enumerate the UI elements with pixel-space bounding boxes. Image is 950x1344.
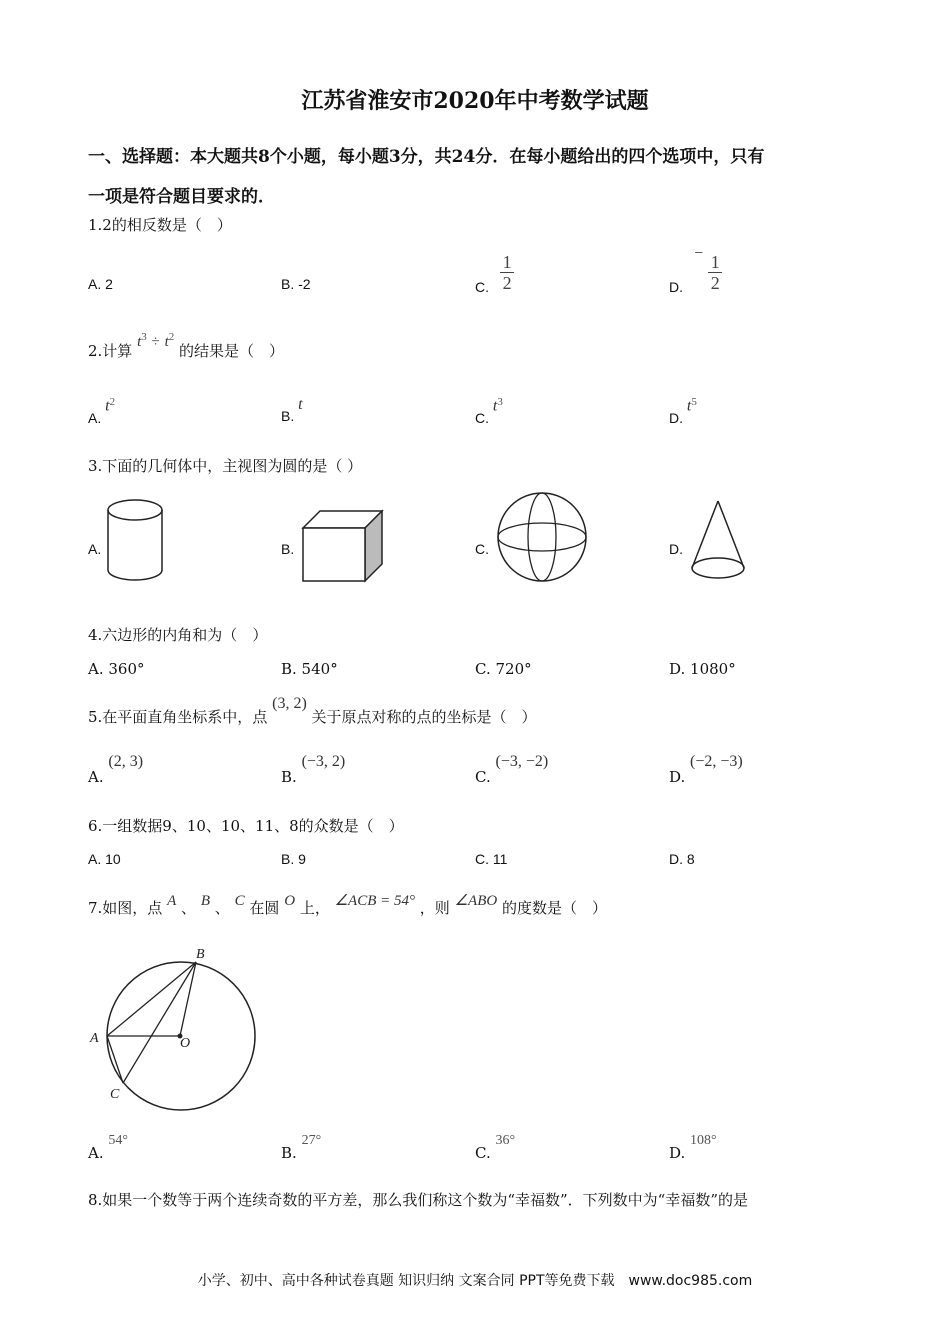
- q6-option-b: B. 9: [281, 851, 306, 867]
- q1-stem: 1.2的相反数是（ ）: [88, 216, 232, 234]
- q7-c-value: 36°: [495, 1133, 516, 1148]
- q1-d-numerator: 1: [710, 252, 720, 272]
- q7-sep1: 、: [181, 899, 197, 917]
- q2-a-exp: 2: [109, 396, 116, 408]
- section-header-line2: 一项是符合题目要求的．: [88, 187, 275, 207]
- q3-stem: 3.下面的几何体中，主视图为圆的是（ ）: [88, 457, 363, 475]
- q6-option-a: A. 10: [88, 851, 121, 867]
- q5-c-value: (−3, −2): [495, 753, 549, 770]
- q2-expr-exp1: 3: [141, 331, 147, 343]
- label-a: A: [90, 1031, 99, 1046]
- q2-stem: [88, 331, 285, 361]
- q7-point-c: C: [234, 893, 245, 909]
- q1-d-sign: −: [694, 245, 704, 262]
- q7-option-a: [88, 1130, 128, 1162]
- q7-stem: [88, 893, 607, 918]
- q7-stem-prefix: 7.如图，点: [88, 899, 163, 917]
- q7-b-label: B.: [281, 1144, 297, 1162]
- q7-angle-acb: ∠ACB = 54°: [334, 893, 416, 909]
- sphere-figure: [494, 490, 590, 584]
- q5-option-a: [88, 752, 144, 786]
- q2-option-a: [88, 396, 116, 426]
- circle-figure: [86, 940, 266, 1120]
- q5-a-label: A.: [88, 768, 104, 786]
- q7-point-b: B: [200, 893, 211, 909]
- q7-a-label: A.: [88, 1144, 104, 1162]
- segment-ac: [107, 1036, 123, 1083]
- q5-option-d: [669, 752, 743, 786]
- q5-option-c: [475, 752, 549, 786]
- cylinder-figure: [105, 498, 169, 584]
- q1-option-c-label: C.: [475, 279, 489, 295]
- q1-c-denominator: 2: [502, 273, 512, 293]
- q2-expr-op: ÷: [151, 334, 160, 350]
- q2-option-d: [669, 396, 697, 426]
- q4-stem: 4.六边形的内角和为（ ）: [88, 626, 268, 644]
- label-o: O: [180, 1036, 191, 1051]
- q7-b-value: 27°: [301, 1133, 322, 1148]
- q2-a-base: t: [105, 397, 110, 415]
- q4-option-b: B. 540°: [281, 660, 338, 678]
- q5-stem-prefix: 5.在平面直角坐标系中，点: [88, 708, 268, 726]
- q5-option-b: [281, 752, 346, 786]
- page-title: 江苏省淮安市2020年中考数学试题: [301, 88, 649, 114]
- q5-stem-suffix: 关于原点对称的点的坐标是（ ）: [311, 708, 537, 726]
- q1-option-d: [669, 245, 722, 295]
- q2-c-base: t: [492, 397, 498, 415]
- q2-d-base: t: [686, 397, 692, 415]
- q7-option-b: [281, 1130, 322, 1162]
- q2-option-b: [281, 396, 303, 424]
- q2-stem-prefix: 2.计算: [88, 342, 133, 360]
- q2-c-label: C.: [475, 409, 489, 426]
- q2-expr-base1: t: [137, 334, 142, 350]
- q7-stem-suffix: 的度数是（ ）: [501, 899, 607, 917]
- q1-option-d-label: D.: [669, 279, 683, 295]
- q2-d-exp: 5: [691, 396, 697, 408]
- q7-c-label: C.: [475, 1144, 491, 1162]
- q3-option-c: C.: [475, 541, 489, 557]
- q5-stem: [88, 695, 537, 727]
- q7-option-d: [669, 1130, 717, 1162]
- q2-option-c: [475, 396, 503, 426]
- q1-c-numerator: 1: [502, 252, 512, 272]
- q5-c-label: C.: [475, 768, 491, 786]
- q5-d-label: D.: [669, 768, 686, 786]
- q1-option-d-fraction: [708, 252, 722, 293]
- q4-option-c: C. 720°: [475, 660, 532, 678]
- q7-option-c: [475, 1130, 516, 1162]
- segment-cb: [123, 962, 196, 1083]
- q4-option-a: A. 360°: [88, 660, 145, 678]
- cube-figure: [300, 506, 390, 586]
- q2-b-base: t: [298, 396, 303, 413]
- q2-c-exp: 3: [497, 396, 503, 408]
- q7-mid2: 上，: [299, 899, 330, 917]
- q2-expr-base2: t: [164, 334, 169, 350]
- q2-b-label: B.: [281, 408, 295, 424]
- q5-d-value: (−2, −3): [690, 753, 743, 770]
- cone-figure: [688, 498, 750, 584]
- q6-option-c: C. 11: [475, 851, 508, 867]
- q2-expression: [137, 332, 179, 350]
- q1-option-c-fraction: [500, 252, 514, 293]
- q1-d-denominator: 2: [710, 273, 720, 293]
- label-b: B: [196, 947, 205, 962]
- q7-sep2: 、: [214, 899, 230, 917]
- q2-expr-exp2: 2: [168, 331, 175, 343]
- q7-angle-abo: ∠ABO: [454, 893, 498, 909]
- q4-option-d: D. 1080°: [669, 660, 736, 678]
- q5-point: (3, 2): [272, 695, 307, 712]
- q7-mid: 在圆: [249, 899, 280, 917]
- q7-d-value: 108°: [690, 1133, 717, 1148]
- q5-b-label: B.: [281, 768, 297, 786]
- q2-stem-suffix: 的结果是（ ）: [179, 342, 285, 360]
- q3-option-a: A.: [88, 541, 102, 557]
- q5-b-value: (−3, 2): [301, 753, 346, 770]
- q8-stem: 8.如果一个数等于两个连续奇数的平方差，那么我们称这个数为“幸福数”．下列数中为“幸福数”的是: [88, 1191, 748, 1209]
- q5-a-value: (2, 3): [108, 753, 144, 770]
- q3-option-b: B.: [281, 541, 295, 557]
- q2-d-label: D.: [669, 409, 683, 426]
- q7-mid3: ，则: [419, 899, 450, 917]
- q6-option-d: D. 8: [669, 851, 695, 867]
- q7-d-label: D.: [669, 1144, 686, 1162]
- q7-circle-o: O: [284, 893, 296, 909]
- label-c: C: [110, 1087, 120, 1102]
- page-footer: 小学、初中、高中各种试卷真题 知识归纳 文案合同 PPT等免费下载 www.doc985.com: [197, 1273, 753, 1289]
- q1-option-a: A. 2: [88, 276, 113, 292]
- q1-option-c: [475, 252, 514, 293]
- q3-option-d: D.: [669, 541, 683, 557]
- q6-stem: 6.一组数据9、10、10、11、8的众数是（ ）: [88, 817, 404, 835]
- q7-a-value: 54°: [108, 1133, 128, 1148]
- q1-option-b: B. -2: [281, 276, 311, 292]
- q2-a-label: A.: [88, 409, 102, 426]
- section-header-line1: 一、选择题：本大题共8个小题，每小题3分，共24分．在每小题给出的四个选项中，只有: [88, 147, 765, 167]
- q7-point-a: A: [167, 893, 177, 909]
